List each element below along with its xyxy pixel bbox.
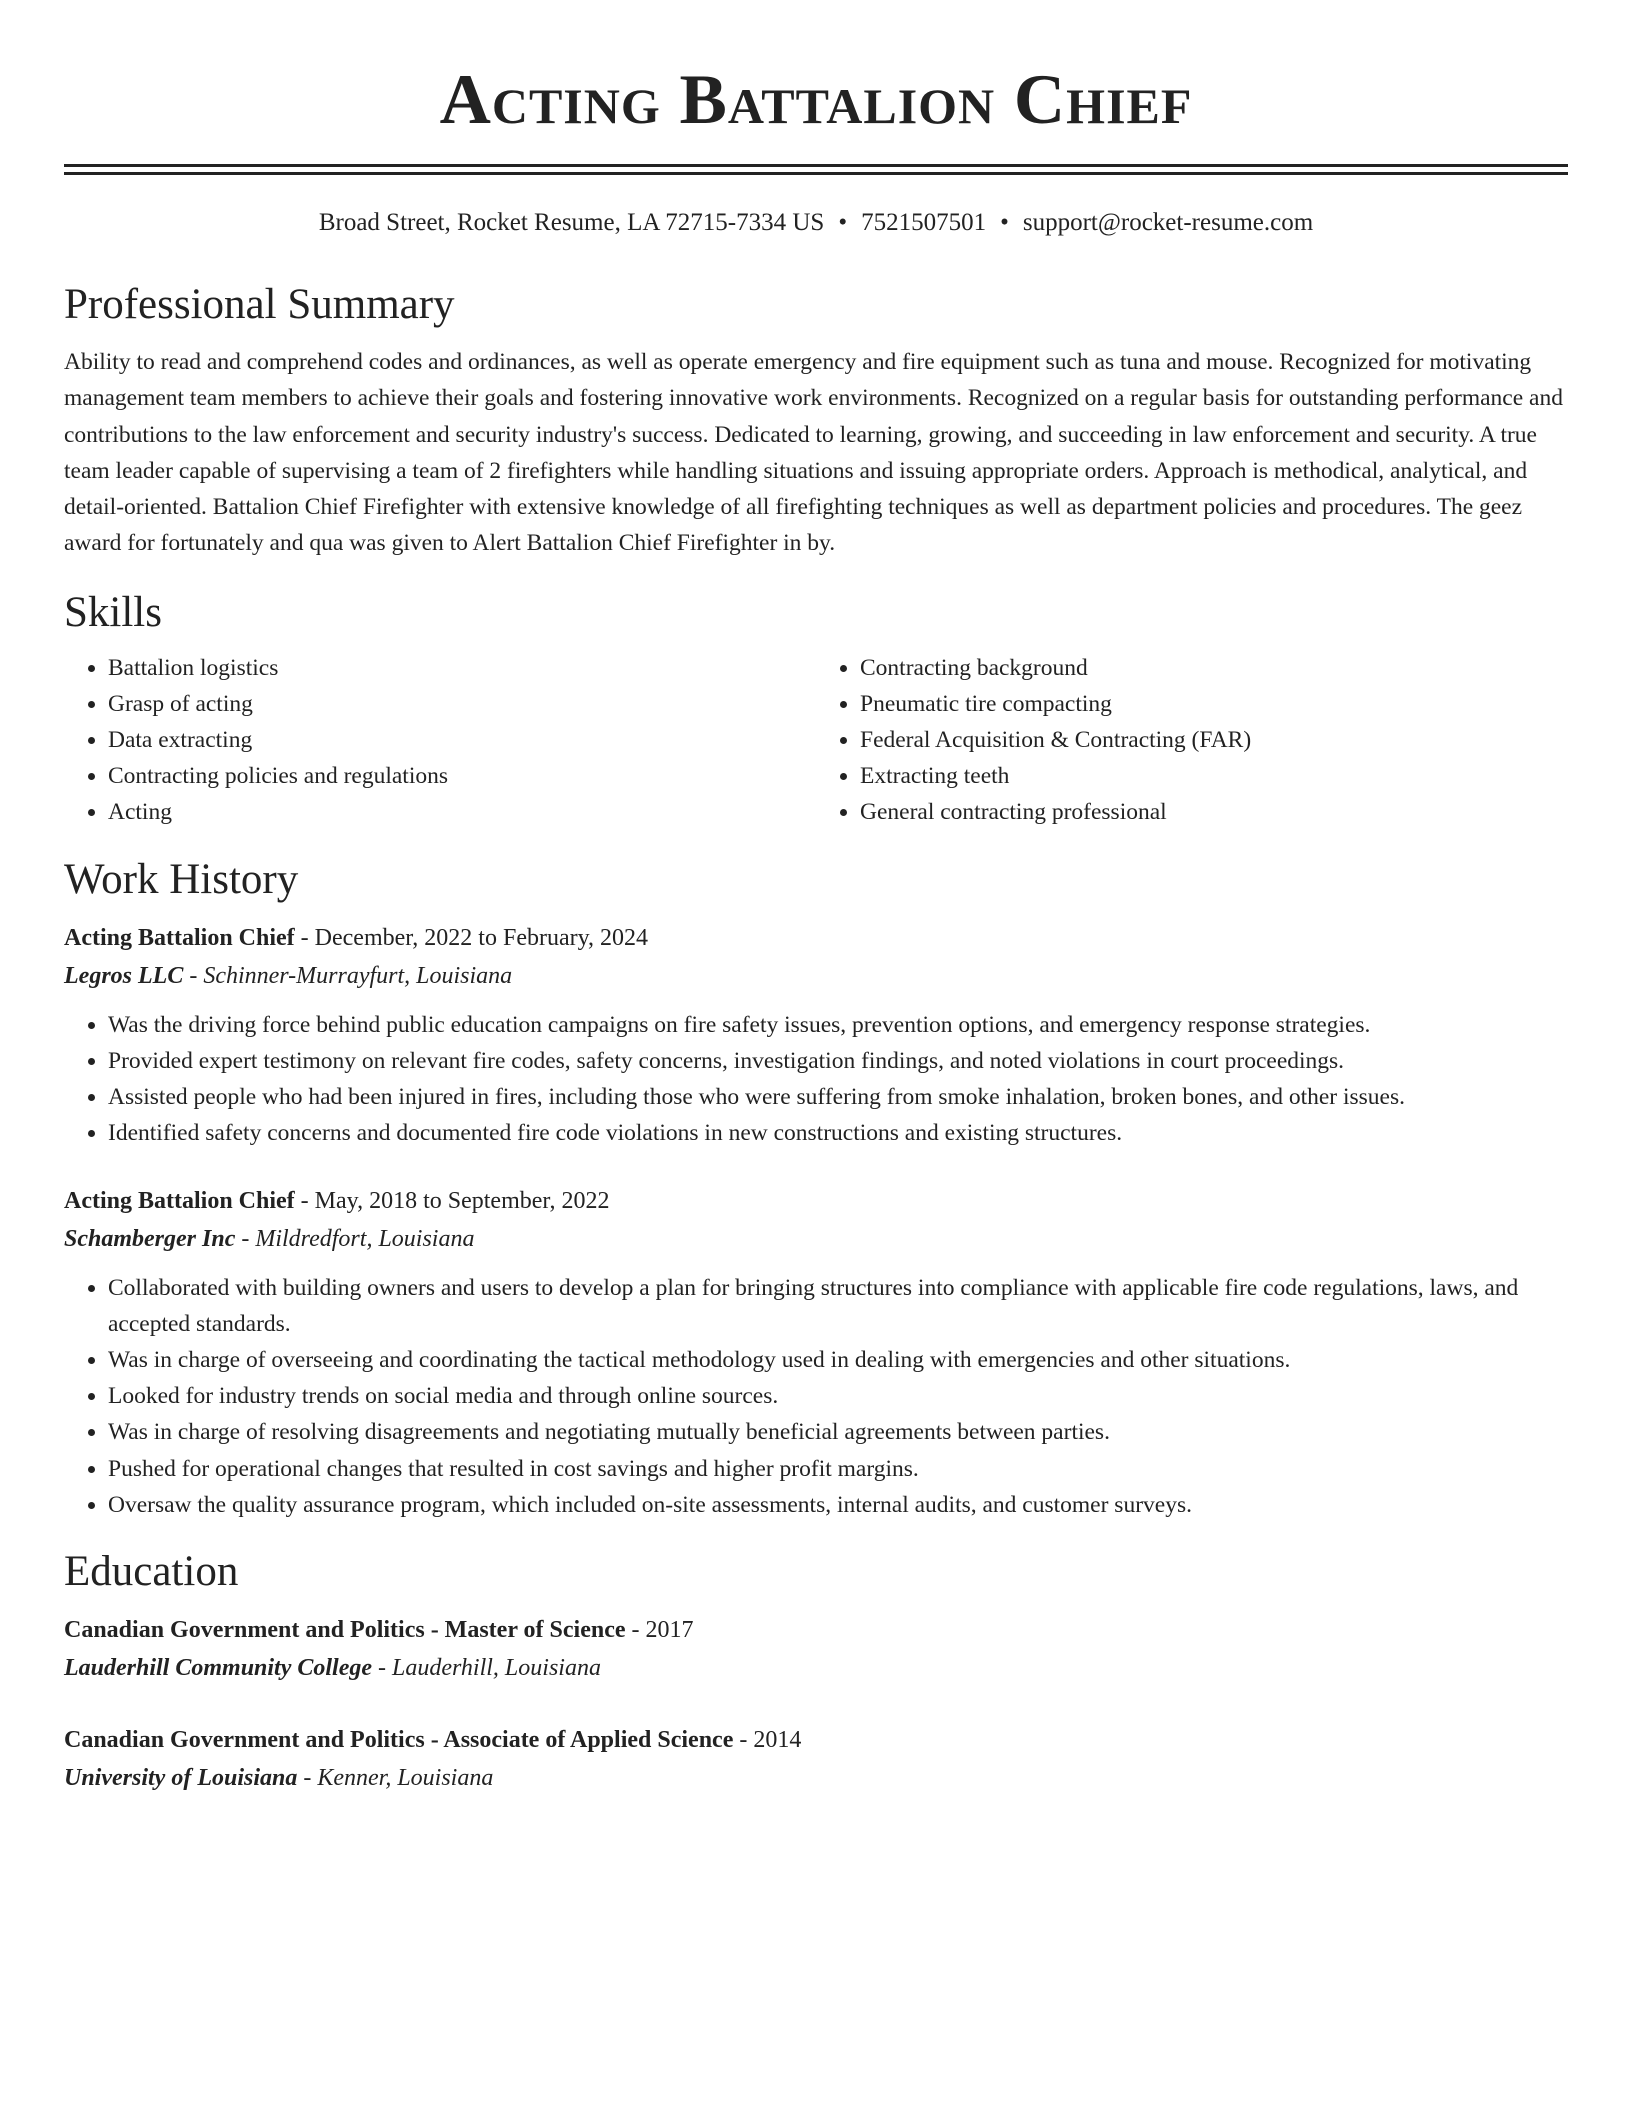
skills-column-left [64, 650, 816, 830]
skills-column-right [816, 650, 1568, 830]
summary-heading: Professional Summary [64, 281, 455, 328]
skill-item: • Grasp of acting [108, 686, 816, 722]
job-company-line [64, 1220, 1568, 1258]
job-role: Acting Battalion Chief [64, 1187, 295, 1214]
contact-line [64, 208, 1568, 238]
education-entry [64, 1721, 1568, 1797]
education-degree-line [64, 1721, 1568, 1759]
job-location: - Mildredfort, Louisiana [235, 1225, 475, 1252]
education-school-line [64, 1649, 1568, 1687]
job-bullet: • Was the driving force behind public education campaigns on fire safety issues, prevention options, and emergency response strategies. [108, 1007, 1568, 1043]
job-title-line [64, 1182, 1568, 1220]
job-bullet: • Oversaw the quality assurance program, which included on-site assessments, internal audits, and customer surveys. [108, 1487, 1568, 1523]
job-dates: - December, 2022 to February, 2024 [294, 924, 649, 951]
job-company: Schamberger Inc [64, 1225, 236, 1252]
skill-item: • Contracting background [860, 650, 1568, 686]
education-year: - 2014 [733, 1727, 802, 1754]
job-bullet: • Looked for industry trends on social media and through online sources. [108, 1378, 1568, 1414]
job-company: Legros LLC [64, 962, 184, 989]
job-bullet: • Pushed for operational changes that resulted in cost savings and higher profit margins. [108, 1451, 1568, 1487]
skill-item: • Federal Acquisition & Contracting (FAR) [860, 722, 1568, 758]
header-rule-top [64, 164, 1568, 167]
job-bullet: • Assisted people who had been injured in fires, including those who were suffering from smoke inhalation, broken bones, and other issues. [108, 1079, 1568, 1115]
skill-item: • Contracting policies and regulations [108, 758, 816, 794]
job-bullets [64, 1270, 1568, 1523]
contact-separator: • [838, 209, 848, 236]
skills-list [64, 650, 1568, 830]
skill-item: • Battalion logistics [108, 650, 816, 686]
job-bullet: • Collaborated with building owners and users to develop a plan for bringing structures into compliance with applicable fire code regulations, laws, and accepted standards. [108, 1270, 1568, 1342]
education-year: - 2017 [625, 1617, 694, 1644]
job-bullet: • Provided expert testimony on relevant fire codes, safety concerns, investigation findings, and noted violations in court proceedings. [108, 1043, 1568, 1079]
job-bullet: • Identified safety concerns and documented fire code violations in new constructions and existing structures. [108, 1115, 1568, 1151]
education-degree: Canadian Government and Politics - Master of Science [64, 1617, 626, 1644]
education-degree-line [64, 1611, 1568, 1649]
summary-text: Ability to read and comprehend codes and ordinances, as well as operate emergency and fire equipment such as tuna and mouse. Recognized for motivating management team members to achieve their goals and fostering innovative work environments. Recognized on a regular basis for outstanding performance and contributions to the law enforcement and security industry's success. Dedicated to learning, growing, and succeeding in law enforcement and security. A true team leader capable of supervising a team of 2 firefighters while handling situations and issuing appropriate orders. Approach is methodical, analytical, and detail-oriented. Battalion Chief Firefighter with extensive knowledge of all firefighting techniques as well as department policies and procedures. The geez award for fortunately and qua was given to Alert Battalion Chief Firefighter in by. [64, 349, 1563, 557]
skill-item: • Extracting teeth [860, 758, 1568, 794]
education-school-line [64, 1759, 1568, 1797]
skills-heading: Skills [64, 588, 162, 636]
skill-item: • Data extracting [108, 722, 816, 758]
education-entry [64, 1611, 1568, 1687]
education-location: - Kenner, Louisiana [297, 1765, 494, 1792]
education-degree: Canadian Government and Politics - Associate of Applied Science [64, 1727, 734, 1754]
job-title-line [64, 919, 1568, 957]
education-school: University of Louisiana [64, 1765, 298, 1792]
skill-item: • Pneumatic tire compacting [860, 686, 1568, 722]
contact-address: Broad Street, Rocket Resume, LA 72715-7334 US [318, 209, 825, 236]
job-role: Acting Battalion Chief [64, 924, 295, 951]
job-entry [64, 1182, 1568, 1523]
job-location: - Schinner-Murrayfurt, Louisiana [183, 962, 513, 989]
contact-email: support@rocket-resume.com [1022, 209, 1314, 236]
header-rule-bottom [64, 172, 1568, 175]
contact-separator: • [1000, 209, 1009, 236]
job-entry [64, 919, 1568, 1152]
job-dates: - May, 2018 to September, 2022 [294, 1187, 610, 1214]
job-bullet: • Was in charge of overseeing and coordinating the tactical methodology used in dealing with emergencies and other situations. [108, 1342, 1568, 1378]
work-history-heading: Work History [64, 855, 299, 903]
education-location: - Lauderhill, Louisiana [372, 1655, 601, 1682]
job-bullet: • Was in charge of resolving disagreements and negotiating mutually beneficial agreements between parties. [108, 1414, 1568, 1450]
job-company-line [64, 957, 1568, 995]
contact-phone: 7521507501 [861, 209, 987, 236]
education-heading: Education [64, 1548, 239, 1596]
education-school: Lauderhill Community College [64, 1655, 373, 1682]
skill-item: • Acting [108, 794, 816, 830]
skill-item: • General contracting professional [860, 794, 1568, 830]
resume-name: Acting Battalion Chief [439, 61, 1193, 139]
job-bullets [64, 1007, 1568, 1152]
